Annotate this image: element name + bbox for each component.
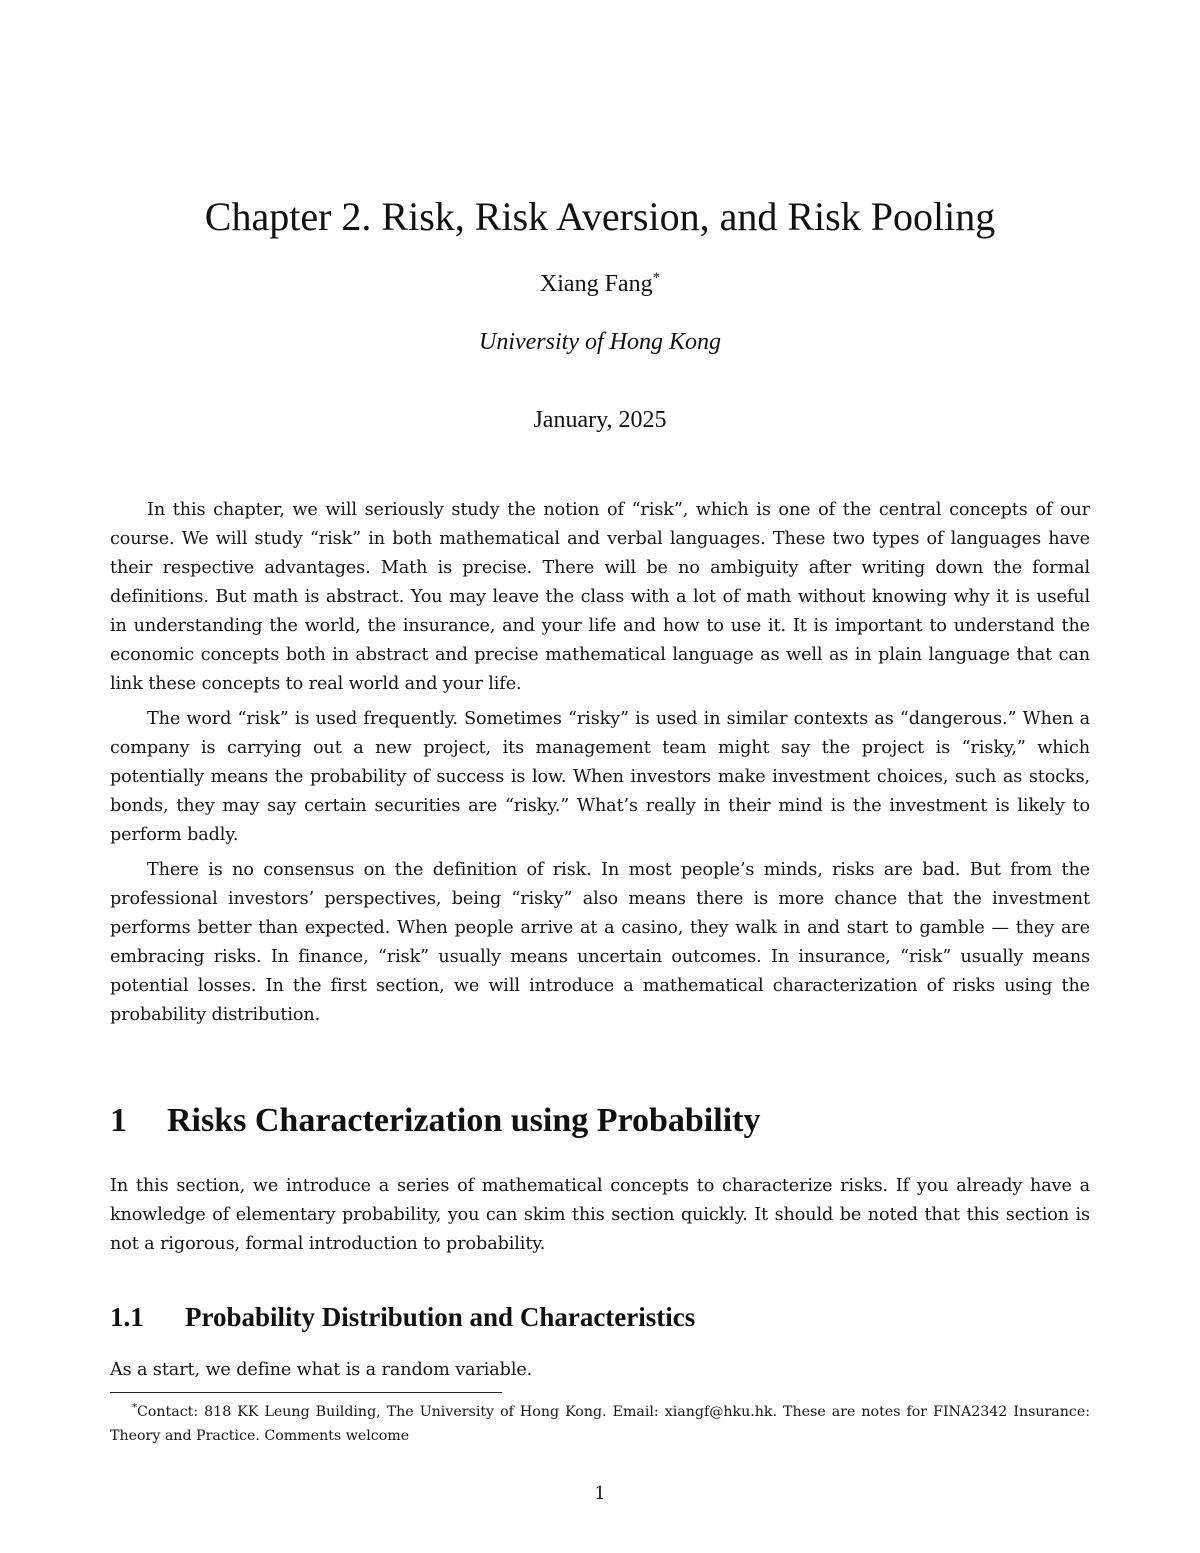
- footnote: [110, 1400, 1090, 1448]
- subsection-body: [110, 1356, 1090, 1391]
- subsection-paragraph: As a start, we define what is a random variable.: [110, 1360, 533, 1380]
- footnote-text: Contact: 818 KK Leung Building, The University of Hong Kong. Email: xiangf@hku.hk. These are notes for FINA2342 Insurance: Theory and Practice. Comments welcome: [110, 1404, 1090, 1444]
- footnote-mark: *: [132, 1402, 137, 1414]
- section-paragraph: In this section, we introduce a series of mathematical concepts to characterize risks. If you already have a knowledge of elementary probability, you can skim this section quickly. It should be noted that this section is not a rigorous, formal introduction to probability.: [110, 1176, 1090, 1254]
- author-line: [0, 268, 1200, 300]
- author-name: Xiang Fang: [539, 271, 653, 297]
- section-number: 1: [110, 1102, 127, 1139]
- document-title: Chapter 2. Risk, Risk Aversion, and Risk Pooling: [204, 194, 996, 239]
- intro-paragraph: In this chapter, we will seriously study the notion of “risk”, which is one of the central concepts of our course. We will study “risk” in both mathematical and verbal languages. These two types of languages have their respective advantages. Math is precise. There will be no ambiguity after writing down the formal definitions. But math is abstract. You may leave the class with a lot of math without knowing why it is useful in understanding the world, the insurance, and your life and how to use it. It is important to understand the economic concepts both in abstract and precise mathematical language as well as in plain language that can link these concepts to real world and your life.: [110, 500, 1090, 694]
- page-number: 1: [594, 1484, 606, 1504]
- section-body: [110, 1172, 1090, 1265]
- author-affiliation: University of Hong Kong: [479, 329, 721, 355]
- intro-paragraph: There is no consensus on the definition of risk. In most people’s minds, risks are bad. But from the professional investors’ perspectives, being “risky” also means there is more chance that the investment performs better than expected. When people arrive at a casino, they walk in and start to gamble — they are embracing risks. In finance, “risk” usually means uncertain outcomes. In insurance, “risk” usually means potential losses. In the first section, we will introduce a mathematical characterization of risks using the probability distribution.: [110, 860, 1090, 1025]
- subsection-title: Probability Distribution and Characteristics: [185, 1302, 696, 1332]
- introduction: [110, 496, 1090, 1036]
- section-title: Risks Characterization using Probability: [167, 1102, 761, 1139]
- footnote-divider: [110, 1392, 502, 1393]
- section-heading: [110, 1100, 1090, 1142]
- subsection-number: 1.1: [110, 1302, 144, 1332]
- subsection-heading: [110, 1300, 1090, 1334]
- document-date: January, 2025: [533, 407, 667, 433]
- intro-paragraph: The word “risk” is used frequently. Sometimes “risky” is used in similar contexts as “dangerous.” When a company is carrying out a new project, its management team might say the project is “risky,” which potentially means the probability of success is low. When investors make investment choices, such as stocks, bonds, they may say certain securities are “risky.” What’s really in their mind is the investment is likely to perform badly.: [110, 709, 1090, 845]
- author-footnote-mark: *: [652, 270, 661, 286]
